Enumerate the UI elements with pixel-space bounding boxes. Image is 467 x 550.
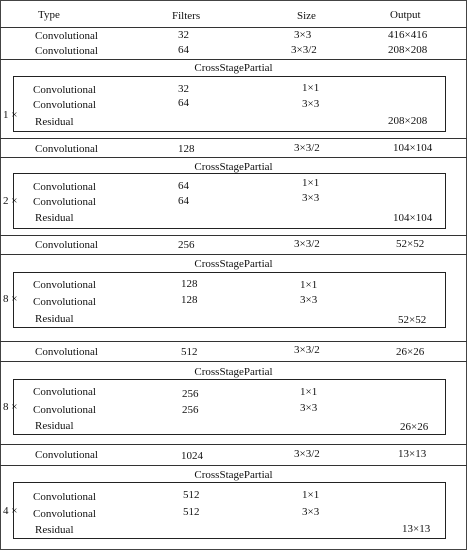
downsample-filters: 512 <box>181 346 198 358</box>
residual-type: Residual <box>35 420 74 432</box>
csp-conv1-size: 1×1 <box>302 82 320 94</box>
csp-conv1-type: Convolutional <box>33 181 96 193</box>
residual-type: Residual <box>35 116 74 128</box>
csp-block-title: CrossStagePartial <box>194 366 273 378</box>
residual-output: 26×26 <box>400 421 429 433</box>
csp-conv1-size: 1×1 <box>302 489 320 501</box>
section-divider <box>0 341 467 342</box>
section-divider <box>0 254 467 255</box>
repeat-count: 2 × <box>3 195 18 207</box>
csp-conv2-type: Convolutional <box>33 404 96 416</box>
csp-conv1-filters: 32 <box>178 83 189 95</box>
repeat-count: 4 × <box>3 505 18 517</box>
stem-row-2-output: 208×208 <box>388 44 428 56</box>
downsample-filters: 128 <box>178 143 195 155</box>
residual-output: 52×52 <box>398 314 427 326</box>
stem-row-1-filters: 32 <box>178 29 189 41</box>
downsample-type: Convolutional <box>35 143 98 155</box>
section-divider <box>0 361 467 362</box>
csp-conv2-type: Convolutional <box>33 196 96 208</box>
csp-conv2-type: Convolutional <box>33 99 96 111</box>
csp-conv2-filters: 256 <box>182 404 199 416</box>
downsample-output: 52×52 <box>396 238 425 250</box>
csp-conv2-size: 3×3 <box>300 402 318 414</box>
stem-row-2-filters: 64 <box>178 44 189 56</box>
csp-conv1-size: 1×1 <box>300 279 318 291</box>
section-divider <box>0 235 467 236</box>
csp-conv1-size: 1×1 <box>302 177 320 189</box>
downsample-type: Convolutional <box>35 346 98 358</box>
csp-conv2-size: 3×3 <box>302 192 320 204</box>
stem-row-1-output: 416×416 <box>388 29 428 41</box>
downsample-filters: 256 <box>178 239 195 251</box>
downsample-type: Convolutional <box>35 239 98 251</box>
repeat-count: 8 × <box>3 401 18 413</box>
section-divider <box>0 59 467 60</box>
csp-conv1-type: Convolutional <box>33 84 96 96</box>
downsample-type: Convolutional <box>35 449 98 461</box>
stem-row-2-type: Convolutional <box>35 45 98 57</box>
residual-type: Residual <box>35 212 74 224</box>
csp-block-title: CrossStagePartial <box>194 469 273 481</box>
downsample-output: 26×26 <box>396 346 425 358</box>
downsample-size: 3×3/2 <box>294 448 320 460</box>
downsample-output: 104×104 <box>393 142 433 154</box>
csp-conv2-type: Convolutional <box>33 296 96 308</box>
header-divider <box>0 27 467 28</box>
stem-row-2-size: 3×3/2 <box>291 44 317 56</box>
csp-conv2-filters: 512 <box>183 506 200 518</box>
csp-conv1-filters: 512 <box>183 489 200 501</box>
residual-output: 104×104 <box>393 212 433 224</box>
header-type: Type <box>38 9 60 21</box>
stem-row-1-size: 3×3 <box>294 29 312 41</box>
downsample-size: 3×3/2 <box>294 238 320 250</box>
csp-conv1-size: 1×1 <box>300 386 318 398</box>
csp-conv2-filters: 128 <box>181 294 198 306</box>
stem-row-1-type: Convolutional <box>35 30 98 42</box>
csp-conv1-type: Convolutional <box>33 491 96 503</box>
residual-type: Residual <box>35 524 74 536</box>
downsample-filters: 1024 <box>181 450 203 462</box>
csp-conv2-filters: 64 <box>178 195 189 207</box>
csp-conv2-filters: 64 <box>178 97 189 109</box>
csp-block-title: CrossStagePartial <box>194 62 273 74</box>
residual-output: 208×208 <box>388 115 428 127</box>
repeat-count: 8 × <box>3 293 18 305</box>
csp-conv2-size: 3×3 <box>302 506 320 518</box>
downsample-size: 3×3/2 <box>294 344 320 356</box>
csp-conv2-size: 3×3 <box>302 98 320 110</box>
section-divider <box>0 444 467 445</box>
csp-conv1-filters: 256 <box>182 388 199 400</box>
residual-type: Residual <box>35 313 74 325</box>
csp-conv1-type: Convolutional <box>33 386 96 398</box>
section-divider <box>0 465 467 466</box>
header-size: Size <box>297 10 316 22</box>
header-output: Output <box>390 9 421 21</box>
header-filters: Filters <box>172 10 201 22</box>
section-divider <box>0 157 467 158</box>
residual-output: 13×13 <box>402 523 431 535</box>
downsample-output: 13×13 <box>398 448 427 460</box>
csp-conv1-filters: 128 <box>181 278 198 290</box>
csp-block-title: CrossStagePartial <box>194 258 273 270</box>
section-divider <box>0 138 467 139</box>
downsample-size: 3×3/2 <box>294 142 320 154</box>
csp-conv1-type: Convolutional <box>33 279 96 291</box>
csp-block-title: CrossStagePartial <box>194 161 273 173</box>
csp-conv2-type: Convolutional <box>33 508 96 520</box>
csp-conv2-size: 3×3 <box>300 294 318 306</box>
repeat-count: 1 × <box>3 109 18 121</box>
csp-conv1-filters: 64 <box>178 180 189 192</box>
